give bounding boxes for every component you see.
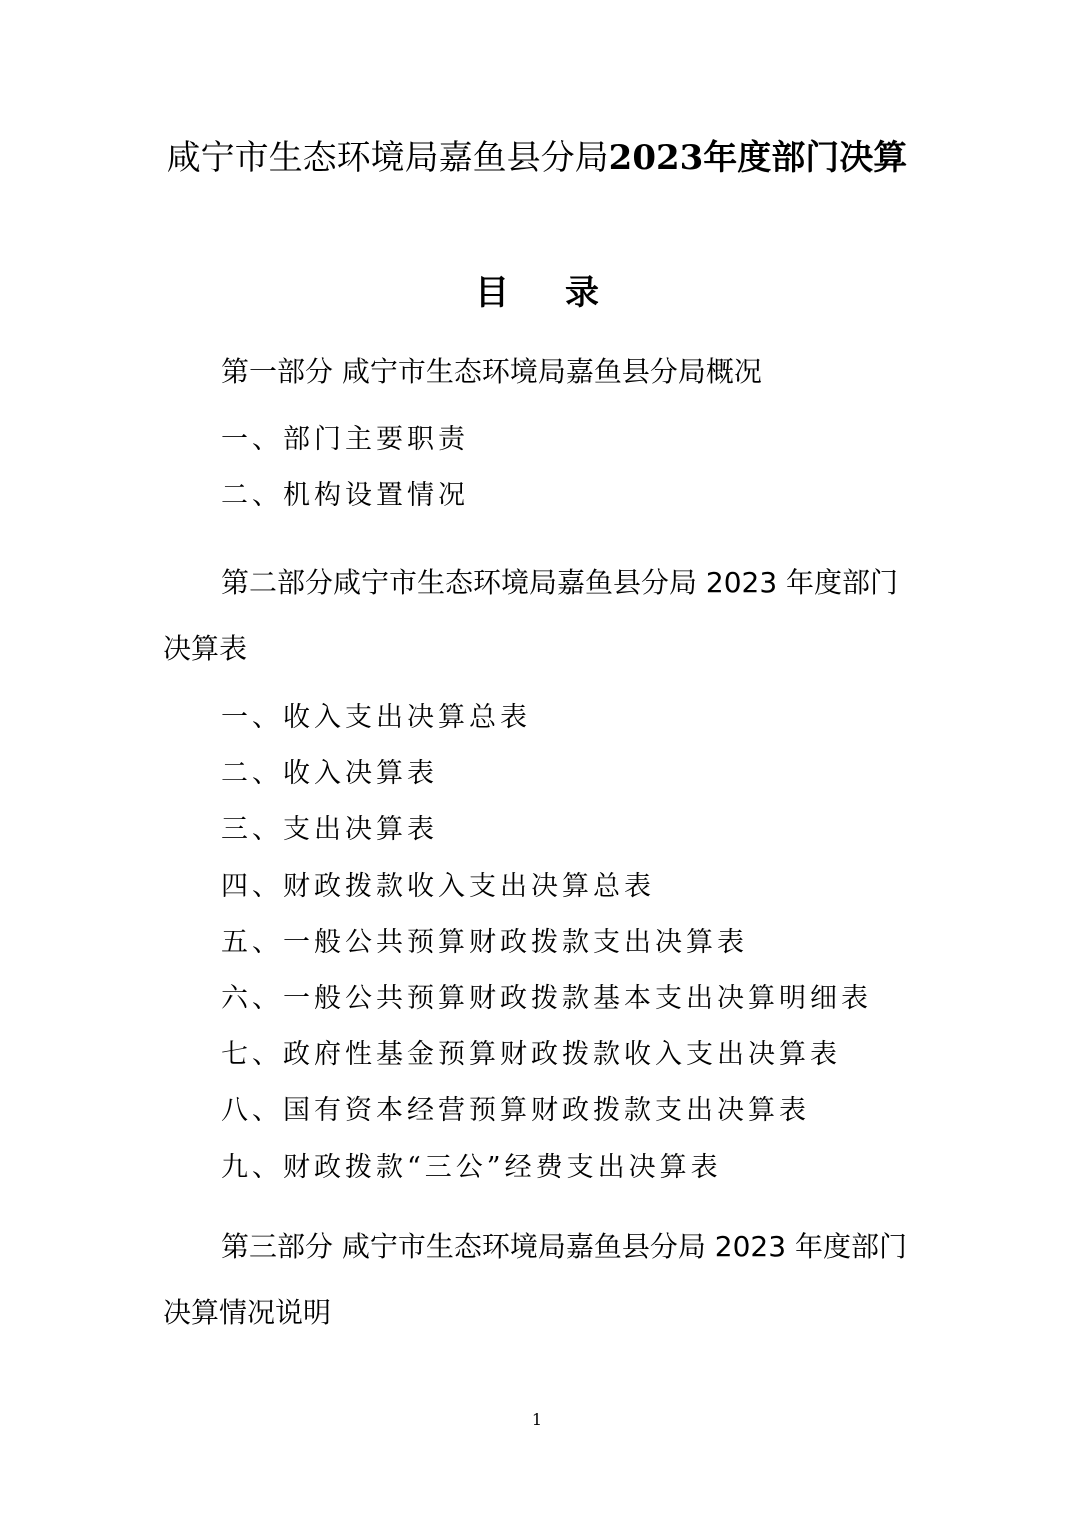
part2-item-1: 一、收入支出决算总表 (221, 702, 531, 733)
part2-item-8: 八、国有资本经营预算财政拨款支出决算表 (221, 1095, 810, 1126)
part2-item-3: 三、支出决算表 (221, 814, 438, 845)
part2-item-4: 四、财政拨款收入支出决算总表 (221, 871, 655, 902)
page-number: 1 (531, 1410, 543, 1429)
part1-title: 第一部分 咸宁市生态环境局嘉鱼县分局概况 (221, 355, 762, 388)
toc-heading: 目录 (475, 273, 655, 313)
part2-title: 第二部分咸宁市生态环境局嘉鱼县分局 2023 年度部门决算表 (163, 566, 899, 665)
part2-item-2: 二、收入决算表 (221, 758, 438, 789)
part2-item-6: 六、一般公共预算财政拨款基本支出决算明细表 (221, 983, 872, 1014)
document-title-prefix: 咸宁市生态环境局嘉鱼县分局 (166, 138, 609, 178)
part2-item-9: 九、财政拨款“三公”经费支出决算表 (221, 1152, 722, 1183)
part2-item-5: 五、一般公共预算财政拨款支出决算表 (221, 927, 748, 958)
part1-item-2: 二、机构设置情况 (221, 480, 469, 511)
part2-item-7: 七、政府性基金预算财政拨款收入支出决算表 (221, 1039, 841, 1070)
document-title-bold: 2023年度部门决算 (608, 138, 908, 178)
part3-title: 第三部分 咸宁市生态环境局嘉鱼县分局 2023 年度部门决算情况说明 (163, 1230, 907, 1329)
part1-item-1: 一、部门主要职责 (221, 424, 469, 455)
document-title (0, 134, 1074, 182)
